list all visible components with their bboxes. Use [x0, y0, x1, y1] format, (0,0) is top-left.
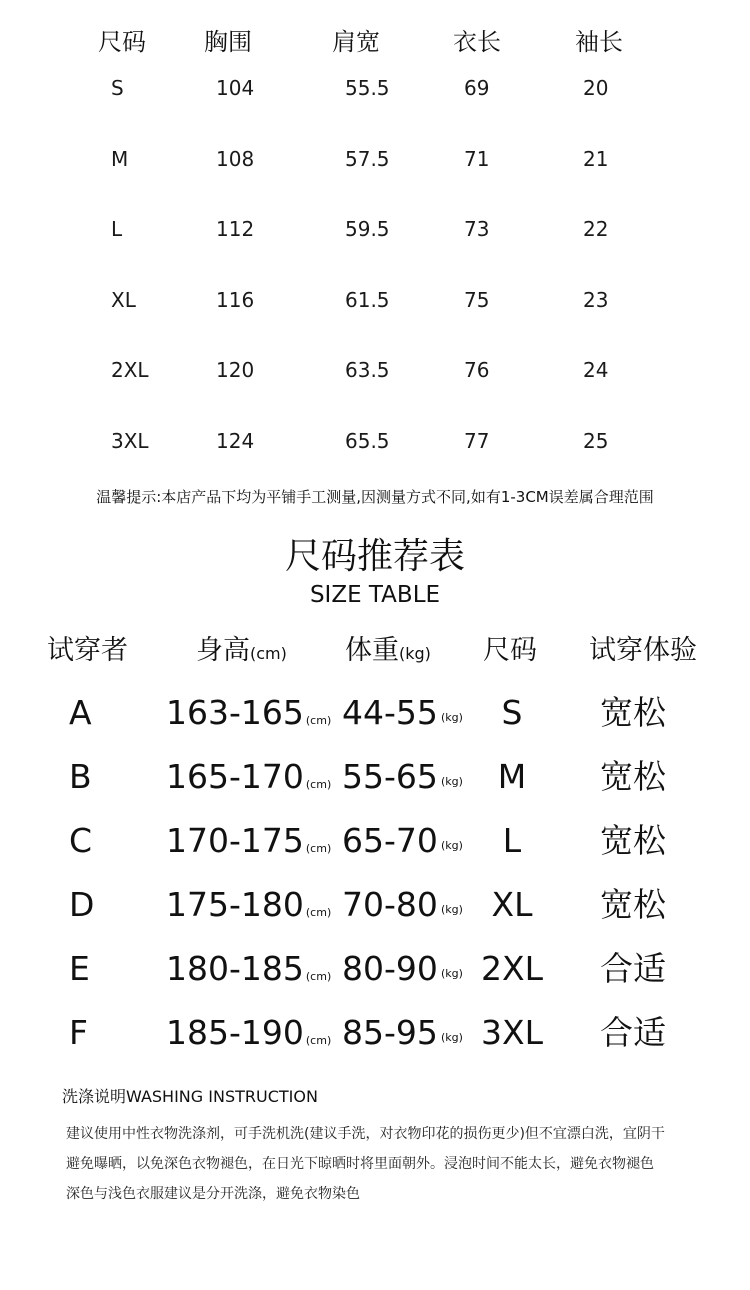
recommend-weight-unit: (kg) [441, 1031, 463, 1044]
recommend-height [166, 949, 332, 988]
recommend-subtitle: SIZE TABLE [309, 582, 441, 608]
recommend-tester: D [69, 885, 95, 924]
measure-cell-chest: 104 [216, 76, 255, 100]
measure-cell-shoulder: 61.5 [345, 287, 390, 312]
measure-header-length: 衣长 [453, 28, 501, 56]
measure-cell-length: 73 [464, 217, 490, 241]
height-value: 185-190 [166, 1013, 304, 1052]
recommend-weight: 55-65 [342, 757, 438, 796]
height-unit: (cm) [305, 970, 332, 983]
recommend-weight-unit: (kg) [441, 903, 463, 916]
measure-cell-length: 75 [464, 287, 490, 312]
recommend-weight-unit: (kg) [441, 839, 463, 852]
recommend-tester: A [69, 693, 92, 732]
measure-cell-chest: 116 [216, 287, 255, 312]
measure-cell-shoulder: 63.5 [345, 358, 390, 382]
recommend-weight: 44-55 [342, 693, 438, 732]
measure-cell-size: 2XL [111, 358, 149, 382]
measure-cell-size: XL [111, 287, 136, 312]
recommend-tester: E [69, 949, 90, 988]
recommend-tester: F [69, 1013, 88, 1052]
height-unit: (cm) [305, 778, 332, 791]
measure-cell-size: L [111, 217, 123, 241]
recommend-header-weight [345, 628, 431, 667]
measure-cell-length: 69 [464, 76, 490, 100]
recommend-tester: B [69, 757, 92, 796]
measure-cell-length: 77 [464, 428, 490, 453]
height-unit: (cm) [305, 842, 332, 855]
measure-cell-chest: 124 [216, 428, 255, 453]
measure-cell-sleeve: 21 [583, 146, 609, 171]
height-value: 180-185 [166, 949, 304, 988]
height-header-unit: (cm) [250, 644, 287, 663]
measure-cell-size: S [111, 76, 124, 100]
measure-cell-sleeve: 23 [583, 287, 609, 312]
recommend-weight: 70-80 [342, 885, 438, 924]
recommend-weight: 80-90 [342, 949, 438, 988]
recommend-weight: 65-70 [342, 821, 438, 860]
measure-cell-size: M [111, 146, 129, 171]
recommend-size: M [497, 757, 527, 796]
recommend-title: 尺码推荐表 [284, 536, 465, 577]
height-unit: (cm) [305, 906, 332, 919]
height-value: 165-170 [166, 757, 304, 796]
measure-cell-sleeve: 24 [583, 358, 609, 382]
height-value: 163-165 [166, 693, 304, 732]
recommend-experience: 宽松 [600, 693, 666, 732]
recommend-size: 2XL [481, 949, 543, 988]
measure-cell-sleeve: 22 [583, 217, 609, 241]
recommend-height [166, 1013, 332, 1052]
recommend-experience: 合适 [600, 1013, 666, 1052]
measure-cell-chest: 120 [216, 358, 255, 382]
weight-header-unit: (kg) [399, 644, 431, 663]
measure-header-chest: 胸围 [204, 28, 252, 56]
height-value: 170-175 [166, 821, 304, 860]
measure-cell-shoulder: 65.5 [345, 428, 390, 453]
recommend-weight-unit: (kg) [441, 711, 463, 724]
recommend-height [166, 885, 332, 924]
measure-cell-sleeve: 20 [583, 76, 609, 100]
recommend-experience: 宽松 [600, 757, 666, 796]
measure-cell-size: 3XL [111, 428, 149, 453]
height-value: 175-180 [166, 885, 304, 924]
washing-title: 洗涤说明WASHING INSTRUCTION [62, 1087, 318, 1106]
recommend-experience: 宽松 [600, 821, 666, 860]
recommend-size: 3XL [481, 1013, 543, 1052]
measurement-notice: 温馨提示:本店产品下均为平铺手工测量,因测量方式不同,如有1-3CM误差属合理范围 [96, 488, 654, 506]
measure-cell-length: 76 [464, 358, 490, 382]
recommend-size: S [501, 693, 523, 732]
recommend-header-experience: 试穿体验 [589, 635, 697, 666]
recommend-weight: 85-95 [342, 1013, 438, 1052]
height-unit: (cm) [305, 714, 332, 727]
height-unit: (cm) [305, 1034, 332, 1047]
measure-cell-shoulder: 57.5 [345, 146, 390, 171]
weight-header-label: 体重 [345, 635, 399, 666]
recommend-tester: C [69, 821, 93, 860]
measure-cell-chest: 108 [216, 146, 255, 171]
recommend-height [166, 757, 332, 796]
measure-cell-shoulder: 55.5 [345, 76, 390, 100]
measure-header-shoulder: 肩宽 [332, 28, 380, 56]
height-header-label: 身高 [196, 635, 250, 666]
recommend-experience: 合适 [600, 949, 666, 988]
washing-body: 建议使用中性衣物洗涤剂，可手洗机洗(建议手洗，对衣物印花的损伤更少)但不宜漂白洗，宜阴干避免曝晒，以免深色衣物褪色，在日光下晾晒时将里面朝外。浸泡时间不能太长，避免衣物褪色深色与浅色衣服建议是分开洗涤，避免衣物染色 [66, 1126, 665, 1202]
recommend-header-tester: 试穿者 [47, 635, 128, 666]
recommend-experience: 宽松 [600, 885, 666, 924]
recommend-header-height [196, 628, 287, 667]
recommend-height [166, 821, 332, 860]
measure-cell-shoulder: 59.5 [345, 217, 390, 241]
measure-cell-chest: 112 [216, 217, 255, 241]
measure-cell-sleeve: 25 [583, 428, 609, 453]
recommend-height [166, 693, 332, 732]
recommend-size: XL [491, 885, 533, 924]
recommend-weight-unit: (kg) [441, 775, 463, 788]
recommend-size: L [502, 821, 522, 860]
recommend-header-size: 尺码 [483, 635, 537, 666]
recommend-weight-unit: (kg) [441, 967, 463, 980]
measure-header-sleeve: 袖长 [575, 28, 623, 56]
measure-cell-length: 71 [464, 146, 490, 171]
measure-header-size: 尺码 [98, 28, 146, 56]
